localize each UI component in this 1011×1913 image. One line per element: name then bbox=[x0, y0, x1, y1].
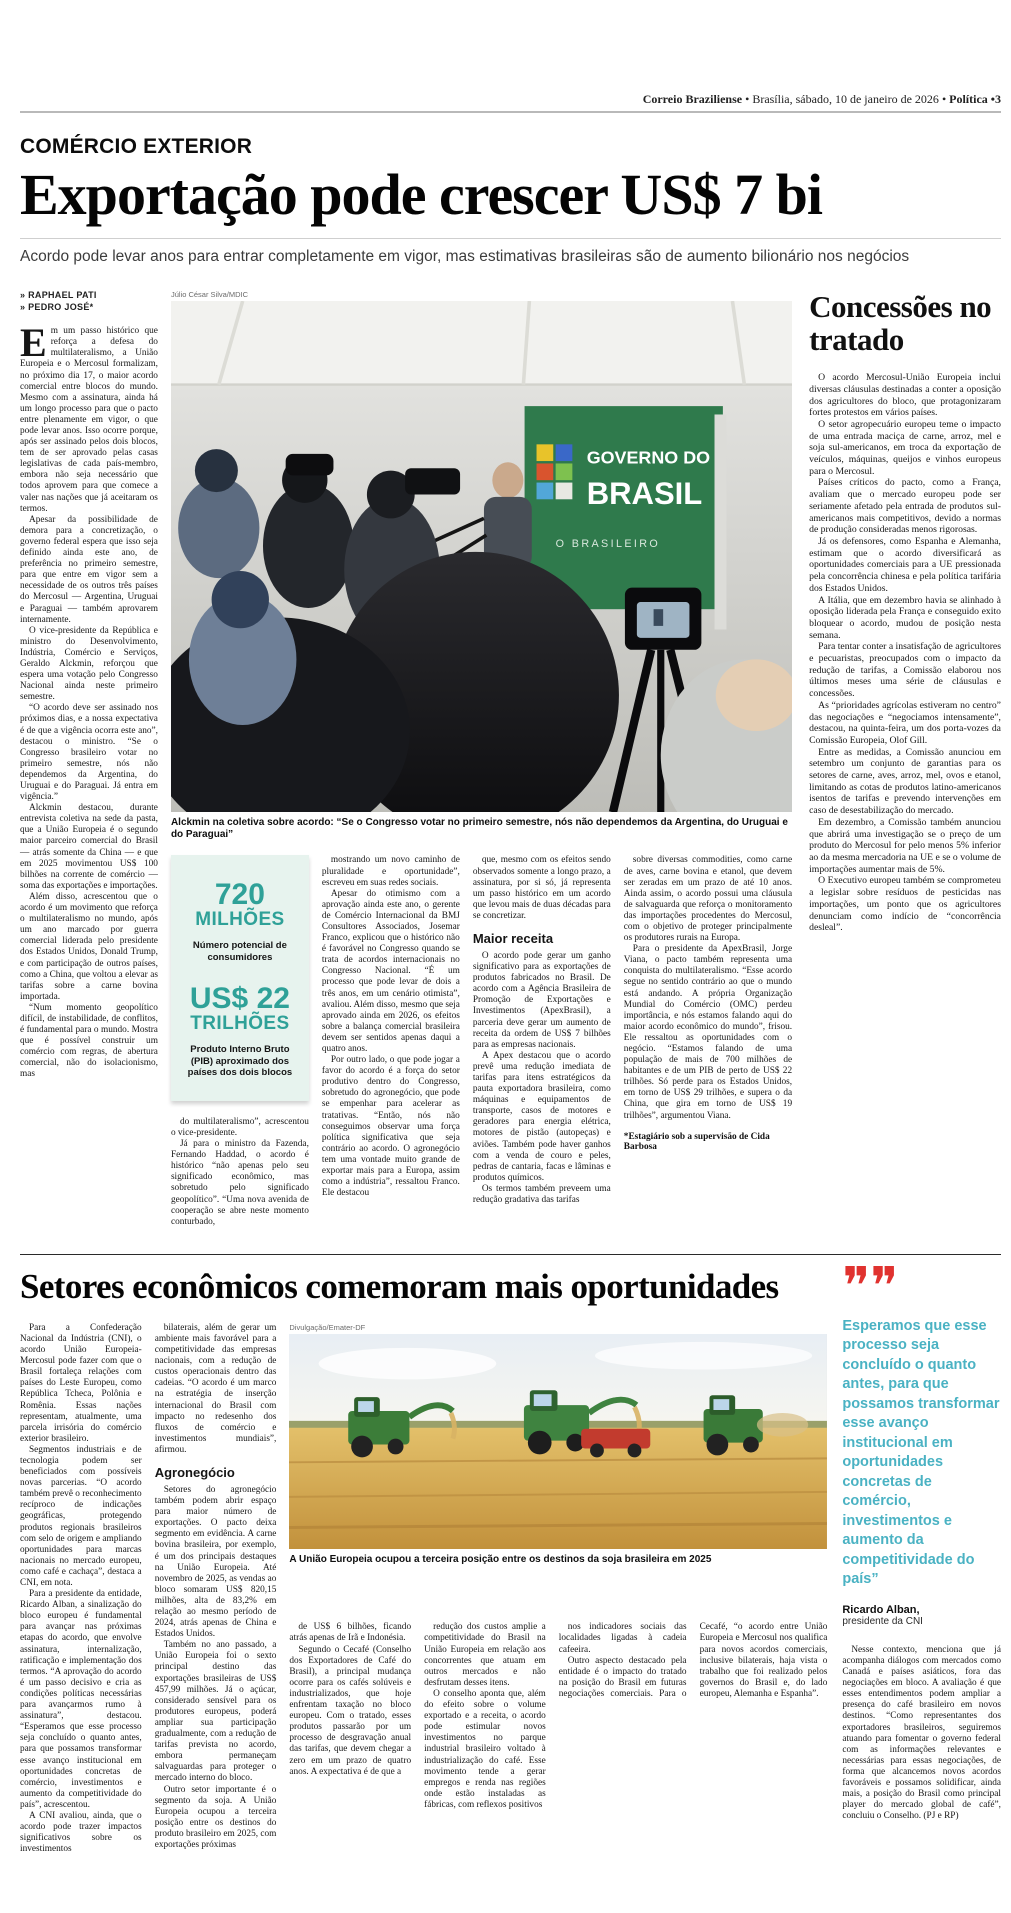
paper-name: Correio Braziliense bbox=[642, 92, 743, 106]
paragraph: redução dos custos amplie a competitividade do Brasil na União Europeia em relação aos concorrentes que atuam em outros mercados e não desfrutam desses itens. bbox=[424, 1622, 546, 1688]
masthead-dateline: Brasília, sábado, 10 de janeiro de 2026 bbox=[752, 92, 939, 106]
section-name: Política bbox=[949, 92, 988, 106]
byline-block bbox=[20, 290, 158, 312]
paragraph: O acordo pode gerar um ganho significativo para as exportações de produtos fabricados no Brasil. De acordo com a Agência Brasileira de Promoção de Exportações e Investimentos (ApexBrasil), a parceria deve gerar um aumento de receita da ordem de US$ 7 bilhões para as empresas nacionais. bbox=[472, 950, 611, 1050]
lead-column-2 bbox=[171, 855, 309, 1227]
sidebar-text bbox=[809, 372, 1001, 934]
masthead-sep: • bbox=[938, 92, 950, 106]
second-column-6 bbox=[842, 1645, 1001, 1823]
intern-footnote: *Estagiário sob a supervisão de Cida Barbosa bbox=[623, 1131, 770, 1152]
paragraph: do multilateralismo”, acrescentou o vice-presidente. bbox=[170, 1116, 309, 1138]
second-story bbox=[20, 1254, 1001, 1856]
infobox-figure-2: US$ 22 bbox=[189, 982, 290, 1016]
subhead-maior-receita: Maior receita bbox=[472, 930, 554, 946]
second-column-2-post bbox=[155, 1485, 277, 1851]
subhead-agronegocio: Agronegócio bbox=[154, 1464, 235, 1480]
sidebar-headline: Concessões no tratado bbox=[809, 289, 992, 358]
infobox-label-2: Produto Interno Bruto (PIB) aproximado dos países dos dois blocos bbox=[187, 1044, 293, 1079]
photo-banner-text-3: O BRASILEIRO bbox=[555, 538, 661, 551]
pull-quote-author: Ricardo Alban, bbox=[842, 1603, 920, 1616]
soy-harvest-photo-illustration bbox=[289, 1334, 827, 1549]
paragraph: Segundo o Cecafé (Conselho dos Exportadores de Café do Brasil), a principal mudança ocorre para os cafés solúveis e industrializados, que hoje enfrentam taxação no bloco europeu. Com o tratado, esses produtos passarão por um processo de desgravação anual das tarifas, que devem chegar a zero em um prazo de quatro anos. A expectativa é de que a bbox=[289, 1644, 412, 1777]
second-photo-block bbox=[289, 1323, 827, 1611]
second-column-2 bbox=[155, 1323, 277, 1856]
second-column-3 bbox=[289, 1622, 411, 1855]
paragraph: Também no ano passado, a União Europeia foi o sexto principal destino das exportações brasileiras de US$ 457,99 milhões. Já o açúcar, considerado sensível para os produtores europeus, poderá ampliar sua participação gradualmente, com a redução de tarifas prevista no acordo, embora permaneçam salvaguardas para proteger o mercado interno do bloco. bbox=[154, 1640, 277, 1784]
lead-photo-block bbox=[171, 290, 792, 841]
paragraph: A CNI avaliou, ainda, que o acordo pode trazer impactos significativos sobre os investimentos bbox=[20, 1810, 142, 1855]
second-column-1 bbox=[20, 1323, 142, 1856]
kicker: COMÉRCIO EXTERIOR bbox=[20, 135, 253, 158]
paragraph: A Apex destacou que o acordo prevê uma redução imediata de tarifas para itens estratégicos da pauta exportadora brasileira, como máquinas e equipamentos de transporte, casos de motores e geradores para energia elétrica, motores de pistão (autopeças) e aviões. Também pode haver ganhos com a venda de couro e peles, pedras de cantaria, facas e lâminas e produtos químicos. bbox=[472, 1050, 611, 1183]
paragraph: Os termos também preveem uma redução gradativa das tarifas bbox=[472, 1183, 611, 1206]
photo-credit: Divulgação/Emater-DF bbox=[289, 1322, 366, 1332]
paragraph: Já para o ministro da Fazenda, Fernando Haddad, o acordo é histórico “não apenas pelo seu significado econômico, mas sobretudo pelo significado geopolítico”. “Uma nova avenida de cooperação se abre neste momento conturbado, bbox=[170, 1139, 309, 1227]
paragraph: Para o presidente da ApexBrasil, Jorge Viana, o pacto também representa uma conquista do multilateralismo. “Esse acordo segue no sentido contrário ao que o mundo está andando. A própria Organização Mundial do Comércio (OMC) perdeu importância, e nós estamos falando aqui do maior acordo econômico do mundo”, frisou. Ele ressaltou as oportunidades com o negócio. “Estamos falando de uma população de mais de 700 milhões de habitantes e de um PIB de perto de US$ 22 trilhões. Só perde para os Estados Unidos, em torno de US$ 29 trilhões, e supera o da China, que gira em torno de US$ 19 trilhões”, argumentou Viana. bbox=[623, 944, 793, 1121]
paragraph: nos indicadores sociais das localidades ligadas à cadeia cafeeira. bbox=[558, 1622, 687, 1655]
second-column-5 bbox=[559, 1622, 828, 1855]
lead-column-5 bbox=[624, 855, 792, 1227]
lead-headline: Exportação pode crescer US$ 7 bi bbox=[20, 162, 822, 227]
paragraph: de US$ 6 bilhões, ficando atrás apenas de Irã e Indonésia. bbox=[289, 1622, 412, 1644]
paragraph: Apesar do otimismo com a aprovação ainda este ano, o gerente de Comércio Internacional da BMJ Consultores Associados, Josemar Franco, explicou que o histórico não é favorável no Congresso quando se trata de acordos internacionais no Congresso Nacional. “É um processo que pode levar de dois a três anos, em um cenário otimista”, avaliou. Além disso, mesmo que seja aprovado ainda em 2026, os efeitos sobre a balança comercial brasileira devem ser sentidos apenas daqui a quatro anos. bbox=[321, 888, 460, 1054]
second-column-2-pre bbox=[155, 1323, 277, 1456]
byline: » PEDRO JOSÉ* bbox=[20, 302, 94, 313]
second-photo-caption: A União Europeia ocupou a terceira posição entre os destinos da soja brasileira em 2025 bbox=[289, 1554, 712, 1566]
lead-column-2-text bbox=[171, 1117, 309, 1228]
paragraph: Nesse contexto, menciona que já acompanha diálogos com mercados como Canadá e países asiáticos, fora das negociações em bloco. A avaliação é que esses entendimentos podem ampliar a presença do café brasileiro em novos destinos. “Como representantes dos exportadores brasileiros, seguiremos atuando para fomentar o governo federal com as informações relevantes e necessárias para essas negociações, de forma que alcancemos novos acordos favoráveis e possamos solidificar, ainda mais, a posição do Brasil como principal player do mercado global de café”, concluiu o Conselho. (PJ e RP) bbox=[842, 1644, 1001, 1822]
lead-column-4 bbox=[473, 855, 611, 1227]
infobox-unit-2: TRILHÕES bbox=[190, 1013, 290, 1035]
paragraph: Outro aspecto destacado pela entidade é o impacto do tratado na posição do Brasil em futuras negociações comerciais. Para o Cecafé, “o acordo entre União Europeia e Mercosul nos qualifica para novos acordos comerciais, inclusive bilaterais, haja vista o trabalho que foi realizado pelos governos do Brasil e, do lado europeu, Alemanha e Espanha”. bbox=[558, 1622, 828, 1699]
lead-story bbox=[20, 290, 1001, 1228]
infobox-unit-1: MILHÕES bbox=[195, 909, 285, 931]
paragraph: mostrando um novo caminho de pluralidade e oportunidade”, escreveu em suas redes sociais. bbox=[321, 855, 460, 888]
paragraph: Alckmin destacou, durante entrevista coletiva na sede da pasta, que a União Europeia é o segundo maior parceiro comercial do Brasil — atrás somente da China — e que em 2025 movimentou US$ 100 bilhões na corrente de comércio — soma das exportações e importações. bbox=[20, 803, 158, 891]
paragraph: Já os defensores, como Espanha e Alemanha, estimam que o acordo diversificará as oportunidades comerciais para a UE pressionada pela concorrência chinesa e pela política tarifária dos Estados Unidos. bbox=[809, 536, 1001, 594]
photo-banner-text-2: BRASIL bbox=[586, 476, 703, 512]
lead-column-1-text bbox=[20, 515, 158, 1081]
second-column-4 bbox=[424, 1622, 546, 1855]
paragraph: Além disso, acrescentou que o acordo é um movimento que reforça o multilateralismo no mundo, após um ano marcado por guerra comercial liderada pelo presidente dos Estados Unidos, Donald Trump, e com participação de outros países, como a China, que voltou a elevar as tarifas sobre a carne bovina importada. bbox=[20, 891, 158, 1002]
paragraph: Para a Confederação Nacional da Indústria (CNI), o acordo União Europeia-Mercosul pode fazer com que o Brasil fortaleça relações com países do Leste Europeu, como República Tcheca, Polônia e Romênia. Essas nações representam, atualmente, uma parcela irrisória do comércio exterior brasileiro. bbox=[20, 1322, 142, 1444]
lead-deck: Acordo pode levar anos para entrar completamente em vigor, mas estimativas brasileiras são de aumento bilionário nos negócios bbox=[20, 238, 1001, 276]
lead-column-1 bbox=[20, 290, 158, 1228]
paragraph: Outro setor importante é o segmento da soja. A União Europeia ocupou a terceira posição entre os destinos do produto brasileiro em 2025, com exportações próximas bbox=[154, 1784, 277, 1850]
paragraph: Para tentar conter a insatisfação de agricultores e pecuaristas, preocupados com o impacto da redução de tarifas, a Comissão elaborou nos últimos meses uma série de cláusulas e concessões. bbox=[809, 641, 1001, 700]
paragraph: “Num momento geopolítico difícil, de instabilidade, de conflitos, é fundamental para o mundo. Mostra que é possível construir um comércio com regras, de abertura comercial, não do isolacionismo, mas bbox=[20, 1002, 158, 1080]
paragraph: O Executivo europeu também se comprometeu a legislar sobre resíduos de pesticidas nas importações, um ponto que os agricultores denunciam como indício de “concorrência desleal”. bbox=[809, 875, 1001, 934]
lead-photo-caption: Alckmin na coletiva sobre acordo: “Se o Congresso votar no primeiro semestre, nós não dependemos da Argentina, do Uruguai e do Paraguai” bbox=[170, 817, 788, 841]
paragraph: “O acordo deve ser assinado nos próximos dias, e a nossa expectativa é de que a vigência ocorra este ano”, destacou o ministro. “Se o Congresso brasileiro votar no primeiro semestre, nós não dependemos da Argentina, do Uruguai e do Paraguai. Já entra em vigência.” bbox=[20, 703, 158, 803]
paragraph: O setor agropecuário europeu teme o impacto de uma entrada maciça de carne, arroz, mel e soja sul-americanos, em troca da exportação de veículos, máquinas, queijos e vinhos europeus para o Mercosul. bbox=[809, 418, 1001, 477]
paragraph: O acordo Mercosul-União Europeia inclui diversas cláusulas destinadas a conter a oposição dos agricultores do bloco, que protagonizaram fortes protestos em vários países. bbox=[809, 372, 1001, 419]
paragraph: As “prioridades agrícolas estiveram no centro” das negociações e “negociamos intensamente”, destacou, na quinta-feira, um dos porta-vozes da Comissão Europeia, Olof Gill. bbox=[809, 699, 1001, 746]
paragraph: O vice-presidente da República e ministro do Desenvolvimento, Indústria, Comércio e Serviços, Geraldo Alckmin, reforçou que espera uma votação pelo Congresso Nacional ainda neste primeiro semestre. bbox=[20, 625, 158, 703]
masthead-rule bbox=[20, 111, 1001, 113]
paragraph: Por outro lado, o que pode jogar a favor do acordo é a força do setor produtivo dentro do Congresso, sobretudo do agronegócio, que pode se empenhar para acelerar as tratativas. “Então, nós não conseguimos observar uma força política significativa que seja contrário ao acordo. O agronegócio tem uma vontade muito grande de exportar mais para a Europa, assim como a indústria”, ressaltou Franco. Ele destacou bbox=[321, 1055, 460, 1199]
paragraph: O conselho aponta que, além do efeito sobre o volume exportado e a receita, o acordo pode estimular novos investimentos no parque industrial brasileiro voltado à industrialização do café. Esse movimento tende a gerar empregos e renda nas regiões onde estão instaladas as fábricas, com reflexos positivos bbox=[424, 1688, 546, 1810]
press-conference-photo-illustration bbox=[171, 301, 792, 812]
paragraph: sobre diversas commodities, como carne de aves, carne bovina e etanol, que devem ser zeradas em um prazo de até 10 anos. Ainda assim, o acordo possui uma cláusula de salvaguarda que reforça o monitoramento das importações procedentes do Mercosul, com o objetivo de proteger principalmente os produtores rurais na Europa. bbox=[623, 855, 793, 944]
paragraph: Em dezembro, a Comissão também anunciou que abrirá uma investigação se o preço de um produto do Mercosul for pelo menos 5% inferior ao da mesma mercadoria na UE e se o volume de importações aumentar mais de 5%. bbox=[809, 816, 1001, 875]
paragraph: Entre as medidas, a Comissão anunciou em setembro um conjunto de garantias para os setores de carne, aves, arroz, mel, ovos e etanol, limitando as cotas de produtos latino-americanos isentos de tarifas e prevendo intervenções em caso de desestabilização do mercado. bbox=[809, 746, 1001, 817]
masthead bbox=[20, 92, 1001, 111]
paragraph: bilaterais, além de gerar um ambiente mais favorável para a competitividade das empresas nacionais, com a redução de custos operacionais dentro das cadeias. “O acordo é um marco na estratégia de inserção internacional do Brasil com impacto no redesenho dos fluxos de comércio e investimentos mundiais”, afirmou. bbox=[154, 1322, 277, 1455]
lead-photo bbox=[171, 301, 792, 812]
lead-paragraph: Em um passo histórico que reforça a defesa do multilateralismo, a União Europeia e o Mercosul formalizam, no próximo dia 17, o maior acordo comercial entre blocos do mundo. Mesmo com a assinatura, ainda há um longo processo para que o pacto entre plenamente em vigor, o que pode levar anos. Isso ocorre porque, após ser assinado pelos dois blocos, tem de ser aprovado pelas casas legislativas de cada país-membro, embora não seja necessário que todos aprovem para que comece a valer nas nações que já aceitaram os termos. bbox=[20, 320, 158, 514]
paragraph: Segmentos industriais e de tecnologia podem ser beneficiados com possíveis novas parcerias. “O acordo também prevê o reconhecimento recíproco de indicações geográficas, protegendo produtos regionais brasileiros com selo de origem e ampliando oportunidades para marcas nacionais no mercado europeu, como café e cachaça”, destaca a CNI, em nota. bbox=[20, 1444, 142, 1588]
page-number: •3 bbox=[987, 92, 1001, 106]
infobox-label-1: Número potencial de consumidores bbox=[192, 940, 287, 963]
photo-banner-text-1: GOVERNO DO bbox=[586, 447, 711, 468]
infobox-figure-1: 720 bbox=[214, 878, 265, 912]
paragraph: Países críticos do pacto, como a França, avaliam que o mercado europeu pode ser seriamente afetado pela entrada de produtos sul-americanos mais competitivos, devido a normas de produção consideradas menos rigorosas. bbox=[809, 477, 1001, 536]
second-headline: Setores econômicos comemoram mais oportunidades bbox=[20, 1266, 779, 1306]
paragraph: Apesar da possibilidade de demora para a concretização, o governo federal espera que isso seja definido ainda este ano, de preferência no primeiro semestre, para que entre em vigor sem a necessidade de os outros três países do Mercosul — Argentina, Uruguai e Paraguai — também aprovarem internamente. bbox=[20, 514, 158, 625]
infobox bbox=[171, 855, 309, 1101]
lead-column-3 bbox=[322, 855, 460, 1227]
sidebar-story bbox=[805, 290, 1001, 1228]
photo-credit: Júlio César Silva/MDIC bbox=[170, 290, 249, 300]
paragraph: Para a presidente da entidade, Ricardo Alban, a sinalização do bloco europeu é fundamental para avançar nas próximas etapas do acordo, que envolve assinatura, internalização, ratificação e implementação dos termos. “A aprovação do acordo é um passo decisivo e cria as condições políticas necessárias para avançarmos rumo à assinatura”, destacou. “Esperamos que esse processo seja concluído o quanto antes, para que possamos transformar esse avanço institucional em oportunidades concretas de comércio, investimentos e aumento da competitividade do país”, acrescentou. bbox=[20, 1589, 142, 1810]
paragraph: Setores do agronegócio também podem abrir espaço para maior número de exportações. O pacto deixa segmento em evidência. A carne bovina brasileira, por exemplo, é um dos principais destaques na União Europeia. Até novembro de 2025, as vendas ao bloco somaram US$ 820,15 milhões, alta de 83,2% em relação ao mesmo período de 2024, atrás apenas de China e Estados Unidos. bbox=[154, 1484, 277, 1640]
second-photo bbox=[289, 1334, 827, 1549]
pull-quote-role: presidente da CNI bbox=[842, 1615, 923, 1627]
paragraph: A Itália, que em dezembro havia se alinhado à oposição liderada pela França e conseguido exito bloquear o acordo, mudou de posição nesta semana. bbox=[809, 594, 1001, 641]
lead-column-4-post bbox=[473, 951, 611, 1206]
quote-marks-icon: ❞❞ bbox=[842, 1256, 899, 1317]
lead-column-5-text bbox=[624, 855, 792, 1121]
pull-quote-text: Esperamos que esse processo seja concluído o quanto antes, para que possamos transformar esse avanço institucional em oportunidades concretas de comércio, investimentos e aumento da competitividade do país” bbox=[842, 1317, 1000, 1588]
lead-column-4-pre bbox=[473, 855, 611, 922]
pull-quote-block bbox=[840, 1256, 1001, 1856]
paragraph: que, mesmo com os efeitos sendo observados somente a longo prazo, a assinatura, por si só, já representa um passo histórico em um acordo que levou mais de duas décadas para se concretizar. bbox=[472, 855, 611, 921]
masthead-sep: • bbox=[742, 92, 753, 106]
byline: » RAPHAEL PATI bbox=[20, 290, 97, 301]
